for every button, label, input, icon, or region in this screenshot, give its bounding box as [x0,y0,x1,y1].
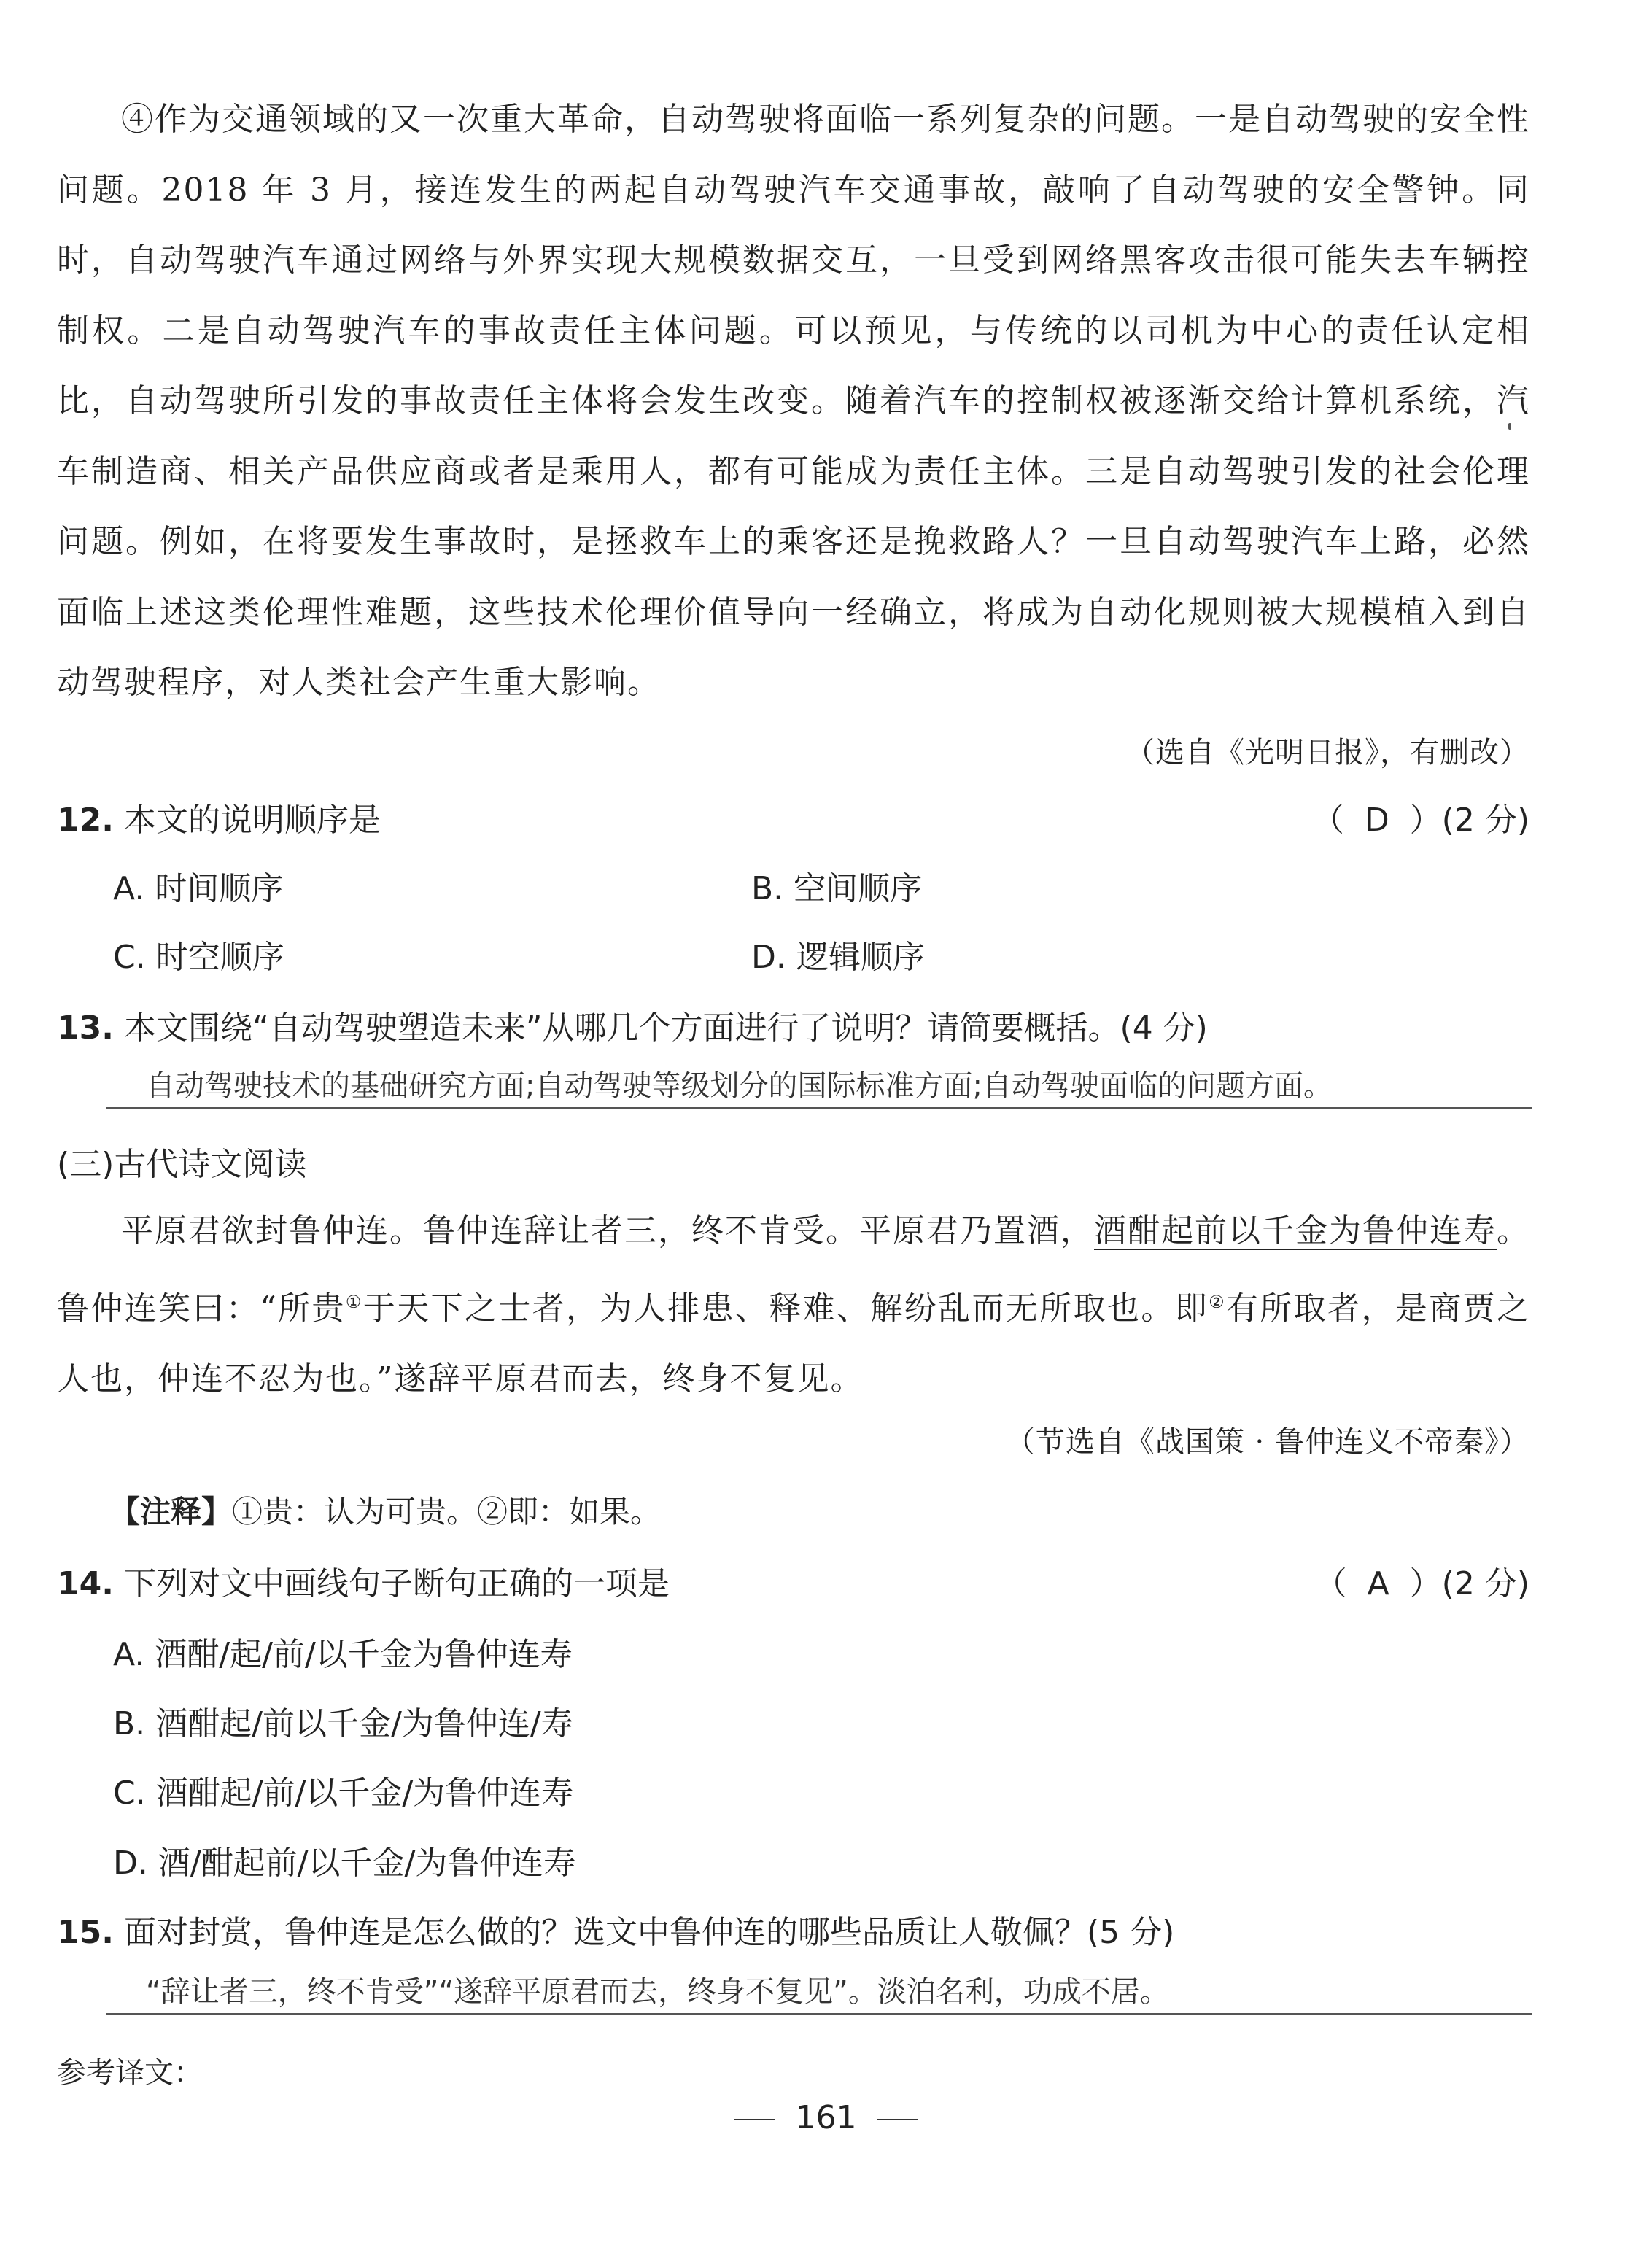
q14-option-c: C. 酒酣起/前/以千金/为鲁仲连寿 [113,1775,574,1812]
question-12 [57,794,381,840]
question-13 [57,1001,1208,1048]
question-13-text: 本文围绕“自动驾驶塑造未来”从哪几个方面进行了说明？请简要概括。(4 分) [123,1009,1208,1047]
question-14-text: 下列对文中画线句子断句正确的一项是 [123,1565,670,1602]
page-number-left-dash [734,2119,775,2120]
q14-option-a: A. 酒酣/起/前/以千金为鲁仲连寿 [113,1636,573,1673]
page-number-value: 161 [795,2099,857,2136]
q14-option-d: D. 酒/酣起前/以千金/为鲁仲连寿 [113,1845,576,1882]
question-15-number: 15. [57,1914,114,1951]
question-13-answer-line [106,1061,1532,1109]
question-12-text: 本文的说明顺序是 [123,802,381,839]
question-15-answer: “辞让者三，终不肯受”“遂辞平原君而去，终身不复见”。淡泊名利，功成不居。 [146,1975,1169,2009]
page-number-right-dash [877,2119,918,2120]
q12-option-b: B. 空间顺序 [751,870,923,907]
question-13-number: 13. [57,1009,114,1047]
question-15 [57,1906,1174,1953]
annotation-notes [109,1488,661,1532]
reference-translation-label: 参考译文： [57,2056,203,2090]
classical-text-3: 于天下之士者，为人排患、释难、解纷乱而无所取也。即 [362,1290,1209,1327]
q12-option-d: D. 逻辑顺序 [751,939,925,976]
question-14-number: 14. [57,1565,114,1602]
classical-passage [57,1196,1530,1414]
paragraph-4: ④作为交通领域的又一次重大革命，自动驾驶将面临一系列复杂的问题。一是自动驾驶的安全性问题。2018 年 3 月，接连发生的两起自动驾驶汽车交通事故，敲响了自动驾驶的安全警钟。同时，自动驾驶汽车通过网络与外界实现大规模数据交互，一旦受到网络黑客攻击很可能失去车辆控制权。二是自动驾驶汽车的事故责任主体问题。可以预见，与传统的以司机为中心的责任认定相比，自动驾驶所引发的事故责任主体将会发生改变。随着汽车的控制权被逐渐交给计算机系统，汽车制造商、相关产品供应商或者是乘用人，都有可能成为责任主体。三是自动驾驶引发的社会伦理问题。例如，在将要发生事故时，是拯救车上的乘客还是挽救路人？一旦自动驾驶汽车上路，必然面临上述这类伦理性难题，这些技术伦理价值导向一经确立，将成为自动化规则被大规模植入到自动驾驶程序，对人类社会产生重大影响。 [57,101,1530,701]
page-number [0,2099,1652,2136]
q12-option-c: C. 时空顺序 [113,939,284,976]
footnote-marker-2: ② [1209,1291,1227,1312]
q14-option-b: B. 酒酣起/前以千金/为鲁仲连/寿 [113,1705,573,1742]
section-3-title: (三)古代诗文阅读 [57,1146,307,1183]
classical-text-1: 平原君欲封鲁仲连。鲁仲连辞让者三，终不肯受。平原君乃置酒， [121,1212,1094,1249]
source-citation-zhanguoce: （节选自《战国策 · 鲁仲连义不帝秦》） [1005,1425,1529,1459]
scan-speck [1508,423,1511,430]
question-15-text: 面对封赏，鲁仲连是怎么做的？选文中鲁仲连的哪些品质让人敬佩？(5 分) [123,1914,1175,1951]
annotation-label: 【注释】 [109,1494,233,1529]
question-12-number: 12. [57,802,114,839]
question-14 [57,1557,670,1604]
classical-text-2: 。鲁仲连笑曰：“所贵 [57,1212,1530,1327]
source-citation-guangming: （选自《光明日报》，有删改） [1125,736,1529,769]
classical-text-4: 有所取者，是商贾之人也，仲连不忍为也。”遂辞平原君而去，终身不复见。 [57,1290,1531,1397]
underlined-sentence: 酒酣起前以千金为鲁仲连寿 [1094,1212,1497,1249]
question-12-answer-score: （ D ）(2 分) [1311,802,1529,839]
footnote-marker-1: ① [345,1291,363,1312]
question-13-answer: 自动驾驶技术的基础研究方面;自动驾驶等级划分的国际标准方面;自动驾驶面临的问题方面。 [146,1069,1333,1103]
question-15-answer-line [106,1966,1532,2015]
question-14-answer-score: （ A ）(2 分) [1314,1565,1529,1602]
annotation-text: ①贵：认为可贵。②即：如果。 [232,1494,662,1529]
q12-option-a: A. 时间顺序 [113,870,284,907]
